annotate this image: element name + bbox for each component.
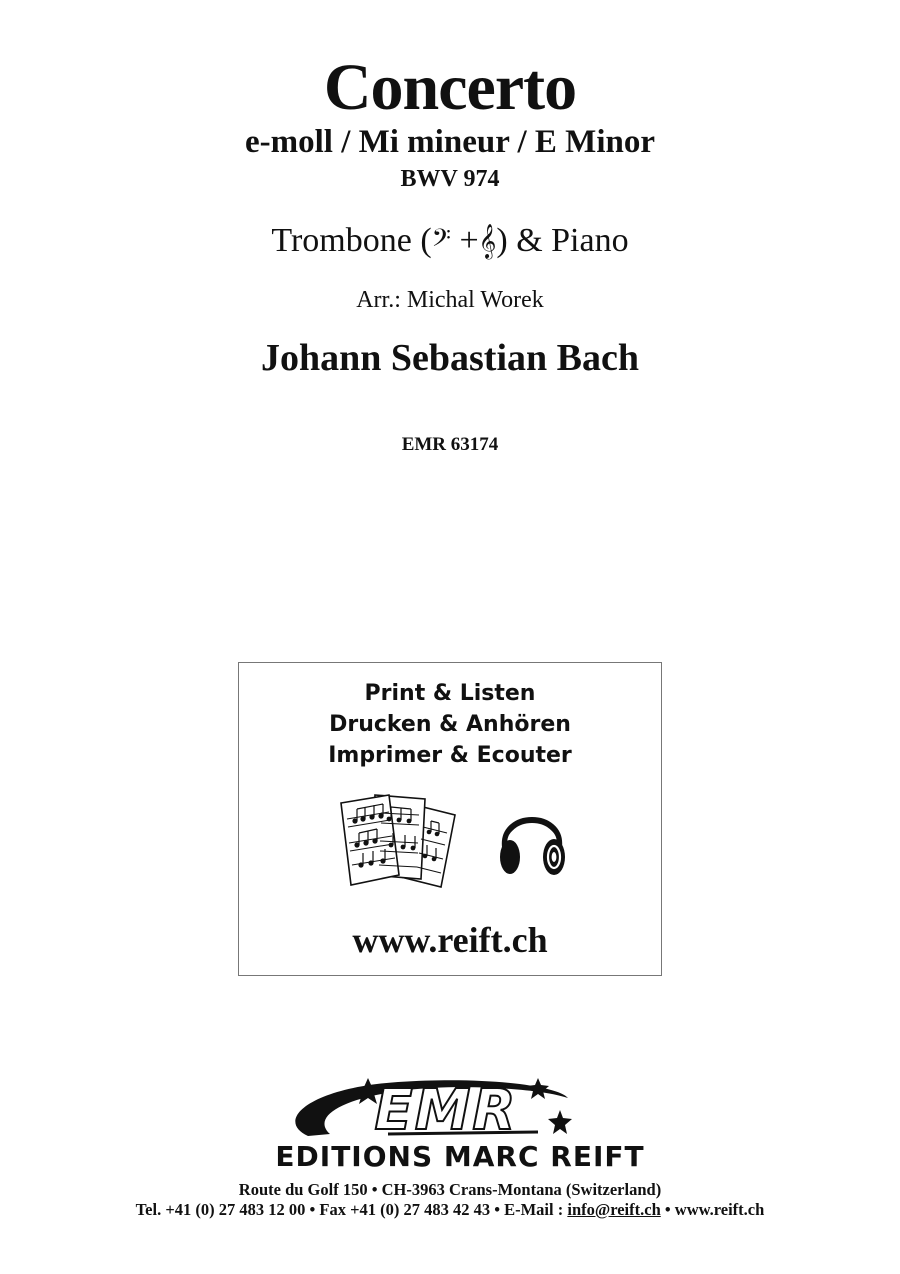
instrumentation-suffix: ) & Piano bbox=[496, 222, 629, 259]
promo-line-english: Print & Listen bbox=[364, 681, 536, 706]
composer: Johann Sebastian Bach bbox=[260, 337, 639, 379]
bwv-number: BWV 974 bbox=[400, 166, 500, 192]
instrumentation bbox=[0, 222, 900, 260]
contact-website: • www.reift.ch bbox=[660, 1200, 765, 1219]
promo-line-german: Drucken & Anhören bbox=[329, 712, 571, 737]
instrumentation-plus: + bbox=[450, 222, 479, 259]
headphones-icon bbox=[497, 799, 567, 881]
publisher-contact bbox=[0, 1200, 900, 1220]
subtitle: e-moll / Mi mineur / E Minor bbox=[244, 124, 655, 160]
email-link[interactable]: info@reift.ch bbox=[567, 1200, 661, 1219]
arranger: Arr.: Michal Worek bbox=[356, 287, 544, 313]
promo-website-link[interactable]: www.reift.ch bbox=[352, 920, 548, 960]
bass-clef-icon: 𝄢 bbox=[431, 225, 451, 258]
print-listen-box bbox=[238, 662, 662, 976]
promo-line-french: Imprimer & Ecouter bbox=[328, 743, 572, 768]
instrumentation-prefix: Trombone ( bbox=[271, 222, 432, 259]
publisher-address: Route du Golf 150 • CH-3963 Crans-Montana (Switzerland) bbox=[238, 1180, 662, 1199]
treble-clef-icon: 𝄞 bbox=[478, 225, 497, 258]
publisher-name: EDITIONS MARC REIFT bbox=[275, 1140, 645, 1173]
publisher-logo-letters: EMR bbox=[374, 1078, 518, 1143]
sheet-music-icon bbox=[337, 793, 469, 888]
title: Concerto bbox=[323, 51, 577, 124]
edition-number: EMR 63174 bbox=[401, 434, 499, 455]
contact-phone-fax: Tel. +41 (0) 27 483 12 00 • Fax +41 (0) 27 483 42 43 • E-Mail : bbox=[135, 1200, 568, 1219]
